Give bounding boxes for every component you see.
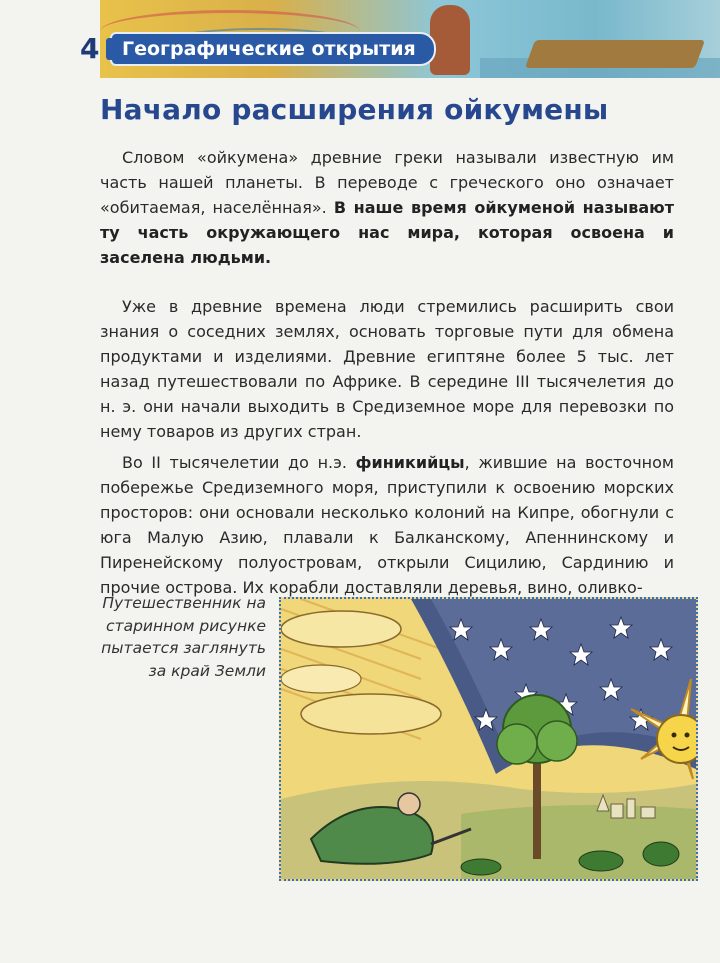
- section-title: Географические открытия: [122, 38, 416, 60]
- paragraph-3: [100, 450, 674, 600]
- figure-caption: Путешественник на старинном рисунке пытается заглянуть за край Земли: [101, 594, 266, 680]
- native-figure-illustration: [430, 5, 470, 75]
- paragraph-1-text: Словом «ойкумена» древние греки называли известную им часть нашей планеты. В переводе с греческого оно означает «обитаемая, населённая».: [100, 148, 674, 217]
- section-tab: [110, 32, 436, 66]
- flammarion-engraving: [279, 597, 698, 881]
- paragraph-2: Уже в древние времена люди стремились расширить свои знания о соседних землях, основать торговые пути для обмена продуктами и изделиями. Древние египтяне более 5 тыс. лет назад путешествовали по Африке. В середине III тысячелетия до н. э. они начали выходить в Средиземное море для перевозки по нему товаров из других стран.: [100, 297, 674, 441]
- canoe-illustration: [525, 40, 705, 68]
- page-number: 4: [80, 32, 100, 65]
- page-title: Начало расширения ойкумены: [100, 93, 609, 126]
- paragraph-1: [100, 145, 674, 270]
- paragraph-3-text-end: , жившие на восточном побережье Средиземного моря, приступили к освоению морских просторов: они основали несколько колоний на Кипре, обогнули с юга Малую Азию, плавали к Балканскому, Апеннинскому и Пиренейскому полуостровам, открыли Сицилию, Сардинию и прочие острова. Их корабли доставляли деревья, вино, оливко-: [100, 453, 674, 597]
- engraving-drawing: [281, 599, 696, 879]
- paragraph-3-text-start: Во II тысячелетии до н.э.: [122, 453, 356, 472]
- paragraph-3-bold: финикийцы: [355, 453, 465, 472]
- paragraph-1-bold: В наше время ойкуменой называют ту часть окружающего нас мира, которая освоена и заселена людьми.: [100, 198, 675, 267]
- article-body: [100, 145, 674, 600]
